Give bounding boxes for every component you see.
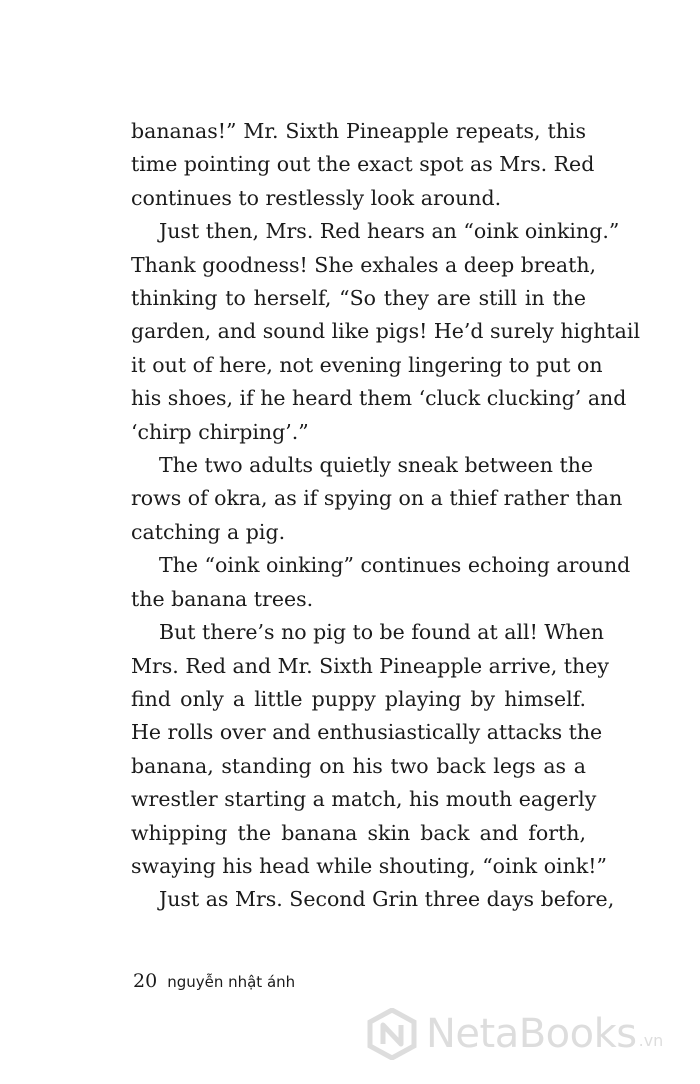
text-line: whipping the banana skin back and forth, <box>131 820 586 845</box>
author-name: nguyễn nhật ánh <box>167 973 296 991</box>
watermark-suffix: .vn <box>638 1031 664 1050</box>
text-line: the banana trees. <box>131 586 314 611</box>
text-line: Just as Mrs. Second Grin three days before, <box>159 887 615 912</box>
text-line: thinking to herself, “So they are still in the <box>131 286 586 311</box>
text-line: garden, and sound like pigs! He’d surely hightail <box>131 319 640 344</box>
text-line: The “oink oinking” continues echoing around <box>159 553 631 578</box>
text-line: banana, standing on his two back legs as a <box>131 753 586 778</box>
text-line: Thank goodness! She exhales a deep breath, <box>131 252 597 277</box>
text-line: Mrs. Red and Mr. Sixth Pineapple arrive, they <box>131 653 609 678</box>
page-number: 20 <box>133 970 158 992</box>
netabooks-logo-icon <box>366 1008 418 1060</box>
watermark-brand: NetaBooks <box>426 1011 637 1057</box>
text-line: catching a pig. <box>131 519 286 544</box>
text-line: The two adults quietly sneak between the <box>159 453 594 478</box>
text-line: time pointing out the exact spot as Mrs. Red <box>131 152 595 177</box>
watermark <box>366 1008 663 1060</box>
page-footer <box>133 970 295 992</box>
text-line: bananas!” Mr. Sixth Pineapple repeats, this <box>131 119 586 143</box>
text-line: find only a little puppy playing by himself. <box>131 686 586 711</box>
text-line: He rolls over and enthusiastically attacks the <box>131 720 603 745</box>
text-line: it out of here, not evening lingering to put on <box>131 352 603 377</box>
text-line: wrestler starting a match, his mouth eagerly <box>131 787 597 812</box>
text-line: But there’s no pig to be found at all! When <box>159 620 604 645</box>
text-line: his shoes, if he heard them ‘cluck clucking’ and <box>131 386 627 411</box>
text-line: ‘chirp chirping’.” <box>131 419 309 444</box>
text-line: swaying his head while shouting, “oink oink!” <box>131 853 607 878</box>
text-line: Just then, Mrs. Red hears an “oink oinking.” <box>159 219 620 244</box>
body-text <box>131 115 640 917</box>
text-line: continues to restlessly look around. <box>131 185 502 210</box>
text-line: rows of okra, as if spying on a thief rather than <box>131 486 623 511</box>
